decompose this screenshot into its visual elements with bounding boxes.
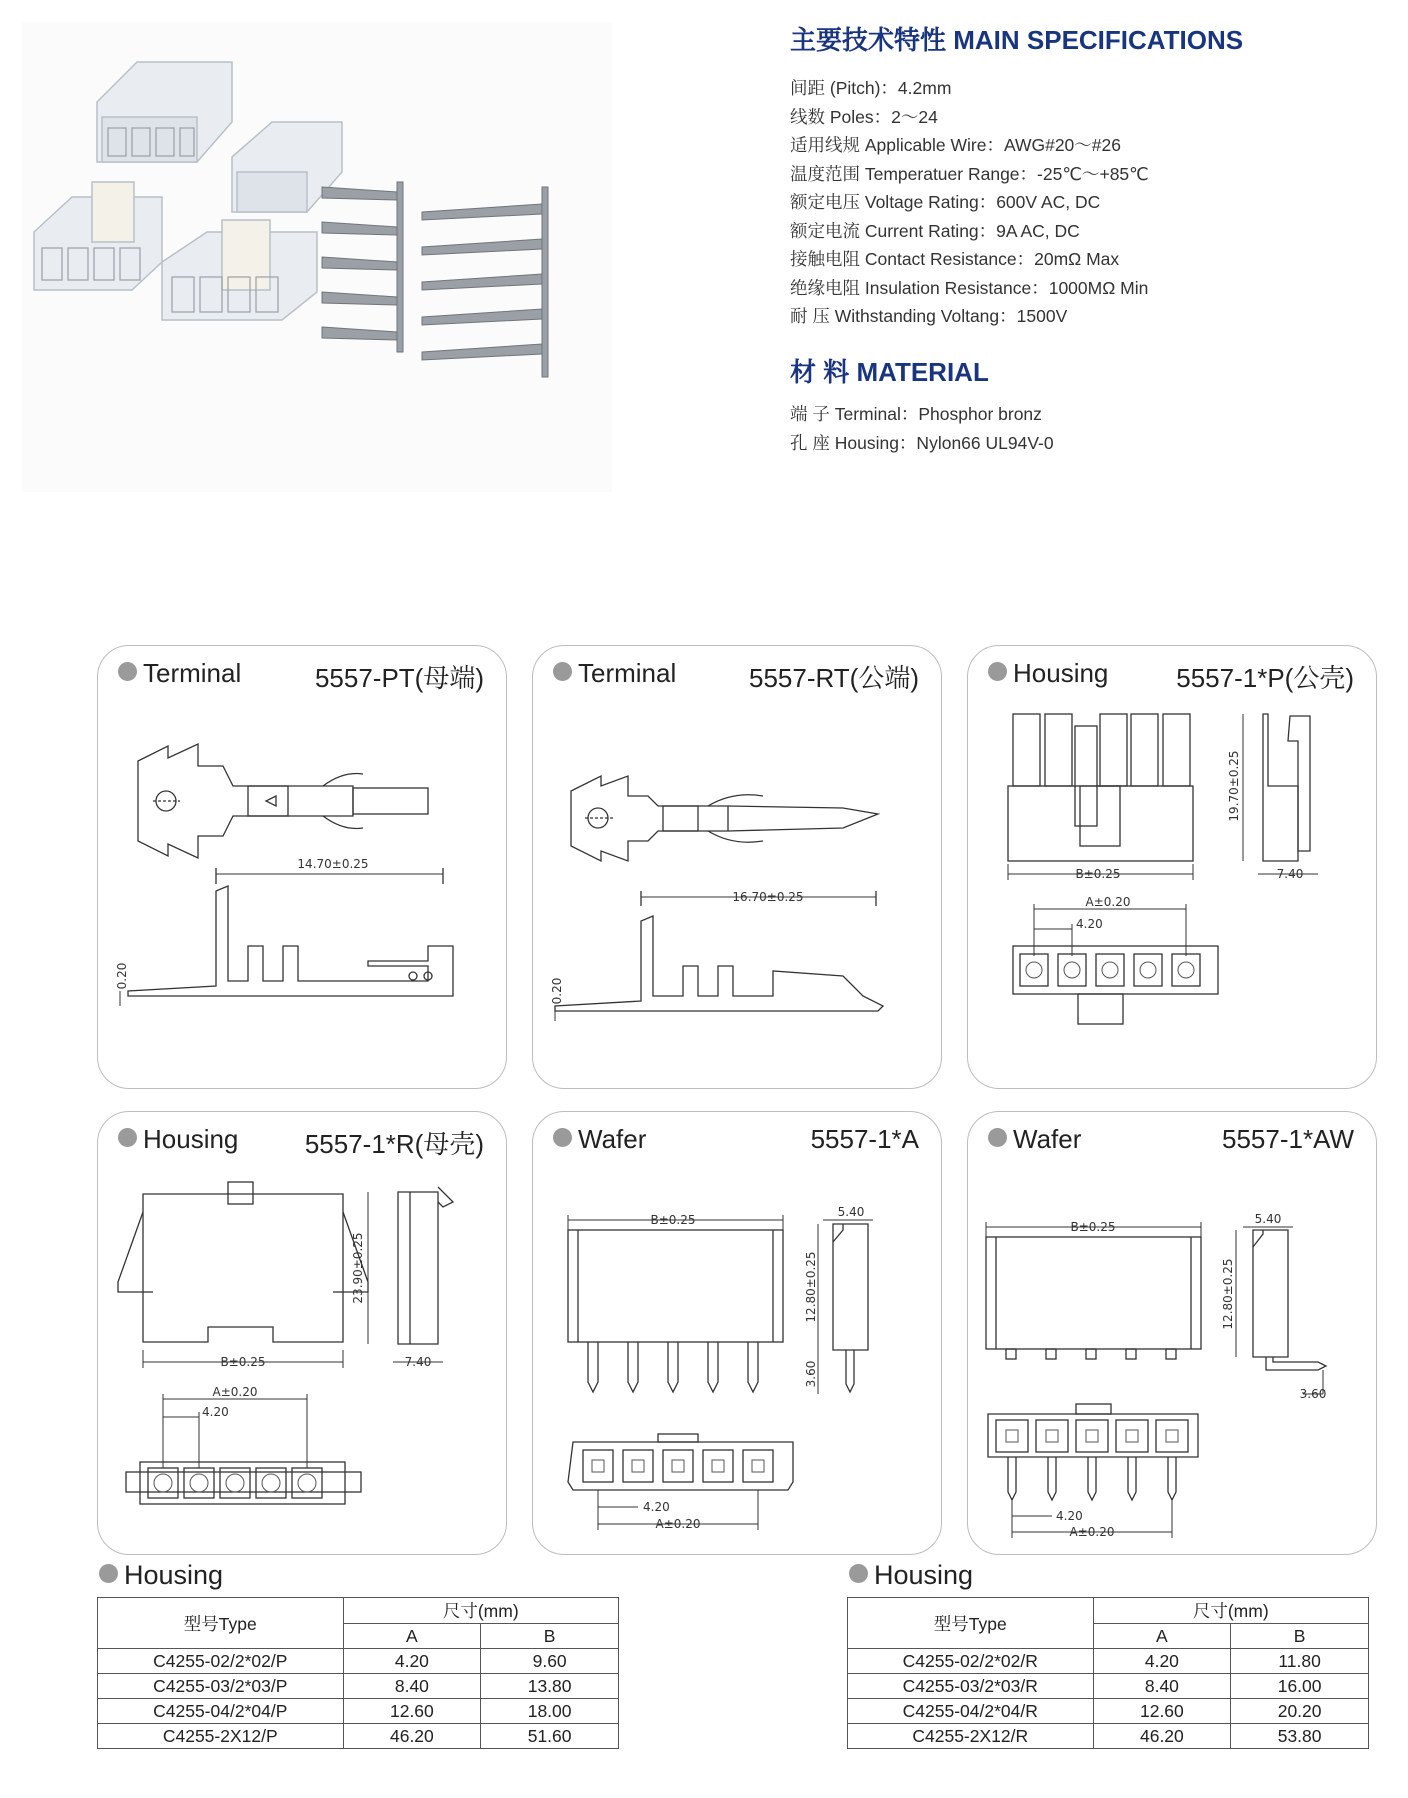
dim-pitch: 4.20 [202,1405,229,1419]
dim-pin: 3.60 [804,1360,818,1388]
dim-b: B±0.25 [650,1213,696,1227]
col-a-header: A [1093,1624,1231,1649]
panel-wafer-5557-1-a [532,1111,942,1555]
terminal-rt-drawing [533,646,943,1090]
dim-b: B±0.25 [220,1355,266,1369]
dim-depth: 7.40 [1276,867,1304,881]
table-row: C4255-03/2*03/R 8.40 16.00 [848,1674,1369,1699]
bullet-icon [849,1564,868,1583]
spec-temperature-range: 温度范围 Temperatuer Range：-25℃～+85℃ [790,163,1149,184]
type-header: 型号Type [98,1598,344,1649]
terminal-pt-drawing [98,646,508,1090]
size-header: 尺寸(mm) [343,1598,618,1624]
dim-pin: 3.60 [1299,1387,1327,1401]
table-row: C4255-02/2*02/R 4.20 11.80 [848,1649,1369,1674]
panel-terminal-5557-pt [97,645,507,1089]
spec-current-rating: 额定电流 Current Rating：9A AC, DC [790,220,1080,241]
panel-terminal-5557-rt [532,645,942,1089]
housing-r-dimensions-table [847,1597,1369,1749]
specifications-list [790,74,1149,331]
material-housing: 孔 座 Housing：Nylon66 UL94V-0 [790,432,1054,453]
table-row: C4255-03/2*03/P 8.40 13.80 [98,1674,619,1699]
main-specifications-title: 主要技术特性 MAIN SPECIFICATIONS [790,25,1244,55]
col-b-header: B [1231,1624,1369,1649]
panel-label: Housing [143,1124,239,1154]
panel-label: Wafer [578,1124,647,1154]
panel-label: Terminal [143,658,242,688]
spec-withstanding-voltage: 耐 压 Withstanding Voltang：1500V [790,306,1068,326]
spec-voltage-rating: 额定电压 Voltage Rating：600V AC, DC [790,192,1101,212]
product-photo [22,22,612,492]
table-row: C4255-04/2*04/P 12.60 18.00 [98,1699,619,1724]
type-header: 型号Type [848,1598,1094,1649]
housing-p-dimensions-table [97,1597,619,1749]
dim-pitch: 4.20 [1076,917,1103,931]
table-row: C4255-04/2*04/R 12.60 20.20 [848,1699,1369,1724]
dim-length: 16.70±0.25 [732,890,804,904]
spec-contact-resistance: 接触电阻 Contact Resistance：20mΩ Max [790,249,1120,269]
wafer-aw-drawing [968,1112,1378,1556]
dim-depth: 5.40 [1254,1212,1282,1226]
col-a-header: A [343,1624,481,1649]
wafer-a-drawing [533,1112,943,1556]
spec-poles: 线数 Poles：2～24 [790,106,938,127]
dim-a: A±0.20 [212,1385,258,1399]
material-terminal: 端 子 Terminal：Phosphor bronz [790,404,1042,424]
housing-r-table-title: Housing [849,1560,973,1591]
dim-thickness: 0.20 [115,962,129,990]
dim-height: 12.80±0.25 [804,1251,818,1323]
size-header: 尺寸(mm) [1093,1598,1368,1624]
table-row: C4255-02/2*02/P 4.20 9.60 [98,1649,619,1674]
dim-a: A±0.20 [1085,895,1131,909]
housing-p-table-title: Housing [99,1560,223,1591]
dim-height: 23.90±0.25 [351,1232,365,1304]
dim-depth: 5.40 [837,1205,865,1219]
dim-height: 12.80±0.25 [1221,1258,1235,1330]
housing-r-drawing [98,1112,508,1556]
housing-p-drawing [968,646,1378,1090]
spec-pitch: 间距 (Pitch)：4.2mm [790,78,952,98]
panel-wafer-5557-1-aw [967,1111,1377,1555]
dim-pitch: 4.20 [643,1500,670,1514]
panel-model: 5557-RT(公端) [748,663,919,693]
material-list [790,400,1054,457]
material-title: 材 料 MATERIAL [790,357,989,387]
spec-insulation-resistance: 绝缘电阻 Insulation Resistance：1000MΩ Min [790,277,1149,298]
dim-thickness: 0.20 [550,977,564,1005]
panel-housing-5557-1-r [97,1111,507,1555]
panel-label: Housing [1013,658,1109,688]
bullet-icon [99,1564,118,1583]
panel-model: 5557-1*P(公壳) [1176,663,1354,693]
dim-pitch: 4.20 [1056,1509,1083,1523]
panel-label: Terminal [578,658,677,688]
panel-label: Wafer [1013,1124,1082,1154]
panel-housing-5557-1-p [967,645,1377,1089]
panel-model: 5557-1*R(母壳) [304,1129,484,1159]
dim-a: A±0.20 [1069,1525,1115,1539]
panel-model: 5557-1*AW [1222,1124,1354,1154]
dim-b: B±0.25 [1070,1220,1116,1234]
panel-model: 5557-1*A [810,1124,919,1154]
dim-a: A±0.20 [655,1517,701,1531]
panel-model: 5557-PT(母端) [314,663,484,693]
spec-applicable-wire: 适用线规 Applicable Wire：AWG#20～#26 [790,135,1121,155]
dim-height: 19.70±0.25 [1227,750,1241,822]
table-row: C4255-2X12/R 46.20 53.80 [848,1724,1369,1749]
connector-photo-illustration [22,22,612,492]
dim-b: B±0.25 [1075,867,1121,881]
table-row: C4255-2X12/P 46.20 51.60 [98,1724,619,1749]
col-b-header: B [481,1624,619,1649]
dim-depth: 7.40 [404,1355,432,1369]
dim-length: 14.70±0.25 [297,857,369,871]
